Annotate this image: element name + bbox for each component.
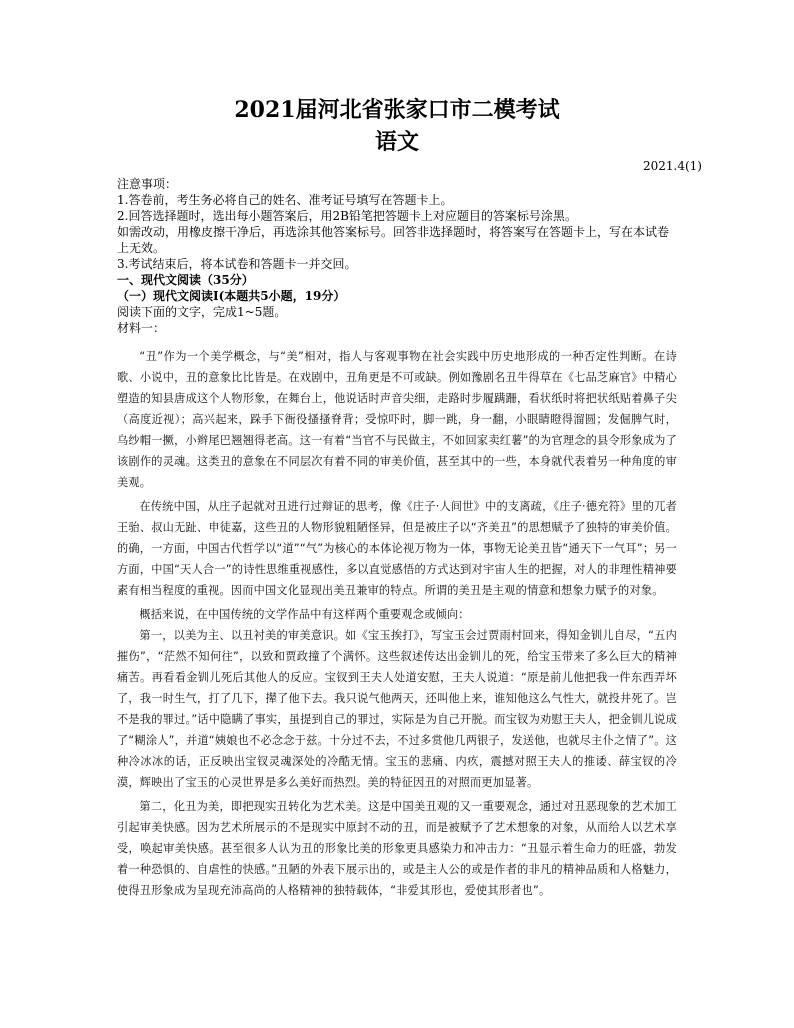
passage-paragraph-1: “丑”作为一个美学概念，与“美”相对，指人与客观事物在社会实践中历史地形成的一种否定性判断。在诗歌、小说中，丑的意象比比皆是。在戏剧中，丑角更是不可或缺。例如豫剧名丑牛得草在《七品芝麻官》中精心塑造的知县唐成这个人物形象，在舞台上，他说话时声音尖细，走路时步履蹒跚，看状纸时将把状纸贴着鼻子尖（高度近视）；高兴起来，跺手下衙役搔搔脊背；受惊吓时，脚一跳，身一翻，小眼睛瞪得溜圆；发倔脾气时，乌纱帽一撅，小辫尾巴翘翘得老高。这一有着“当官不与民做主，不如回家卖红薯”的为官理念的县令形象成为了该剧作的灵魂。这类丑的意象在不同层次有着不同的审美价值，甚至其中的一些，本身就代表着另一种角度的审美观。: [117, 350, 677, 489]
passage-paragraph-5: 第二，化丑为美，即把现实丑转化为艺术美。这是中国美丑观的又一重要观念，通过对丑恶现象的艺术加工引起审美快感。因为艺术所展示的不是现实中原封不动的丑，而是被赋予了艺术想象的对象，从而给人以艺术享受，唤起审美快感。甚至很多人认为丑的形象比美的形象更具感染力和冲击力：“丑显示着生命力的旺盛，勃发着一种恐惧的、自虐性的快感。”丑陋的外表下展示出的，或是主人公的或是作者的非凡的精神品质和人格魅力，使得丑形象成为呈现充沛高尚的人格精神的独特载体，“非爱其形也，爱使其形者也”。: [117, 800, 677, 897]
notes-item-2-continued: 如需改动，用橡皮擦干净后，再选涂其他答案标号。回答非选择题时，将答案写在答题卡上，写在本试卷上无效。: [117, 225, 670, 255]
section-subheading: （一）现代文阅读Ⅰ(本题共5小题，19分）: [117, 289, 346, 303]
notes-item-3: 3.考试结束后，将本试卷和答题卡一并交回。: [117, 257, 357, 271]
exam-title: 2021届河北省张家口市二模考试: [234, 97, 560, 123]
passage-paragraph-4: 第一，以美为主、以丑衬美的审美意识。如《宝玉挨打》，写宝玉会过贾雨村回来，得知金钏儿自尽，“五内摧伤”，“茫然不知何往”，以致和贾政撞了个满怀。这些叙述传达出金钏儿的死，给宝玉带来了多么巨大的精神痛苦。再看看金钏儿死后其他人的反应。宝钗到王夫人处道安慰，王夫人说道：“原是前儿他把我一件东西弄坏了，我一时生气，打了几下，撵了他下去。我只说气他两天，还叫他上来，谁知他这么气性大，就投井死了。岂不是我的罪过。”话中隐瞒了事实，虽提到自己的罪过，实际是为自己开脱。而宝钗为劝慰王夫人，把金钏儿说成了“糊涂人”，并道“姨娘也不必念念于兹。十分过不去，不过多赏他几两银子，发送他，也就尽主仆之情了”。这种冷冰冰的话，正反映出宝钗灵魂深处的冷酷无情。宝玉的悲痛、内疚，震撼对照王夫人的推诿、薛宝钗的冷漠，辉映出了宝玉的心灵世界是多么美好而热烈。美的特征因丑的对照而更加显著。: [117, 629, 677, 789]
material-label: 材料一：: [117, 321, 166, 335]
notes-heading: 注意事项：: [117, 177, 178, 191]
notes-item-2: 2.回答选择题时，选出每小题答案后，用2B铅笔把答题卡上对应题目的答案标号涂黑。: [117, 209, 577, 223]
notes-item-1: 1.答卷前，考生务必将自己的姓名、准考证号填写在答题卡上。: [117, 193, 453, 207]
reading-instruction: 阅读下面的文字，完成1~5题。: [117, 305, 287, 319]
subject-title: 语文: [374, 129, 419, 155]
passage-body: [117, 346, 677, 901]
section-heading: 一、现代文阅读（35分）: [117, 273, 254, 287]
notes-section: [117, 176, 677, 336]
exam-date: 2021.4(1): [643, 159, 702, 173]
passage-paragraph-3: 概括来说，在中国传统的文学作品中有这样两个重要观念或倾向：: [139, 608, 470, 621]
passage-paragraph-2: 在传统中国，从庄子起就对丑进行过辩证的思考，像《庄子·人间世》中的支离疏，《庄子·德充符》里的兀者王骀、叔山无趾、申徒嘉，这些丑的人物形貌粗陋怪异，但是被庄子以“齐美丑”的思想赋予了独特的审美价值。的确，一方面，中国古代哲学以“道”“气”为核心的本体论视万物为一体，事物无论美丑皆“通天下一气耳”；另一方面，中国“天人合一”的诗性思维重视感性，多以直觉感悟的方式达到对宇宙人生的把握，对人的非理性精神要素有相当程度的重视。因而中国文化显现出美丑兼审的特点。所谓的美丑是主观的情意和想象力赋予的对象。: [117, 500, 677, 597]
